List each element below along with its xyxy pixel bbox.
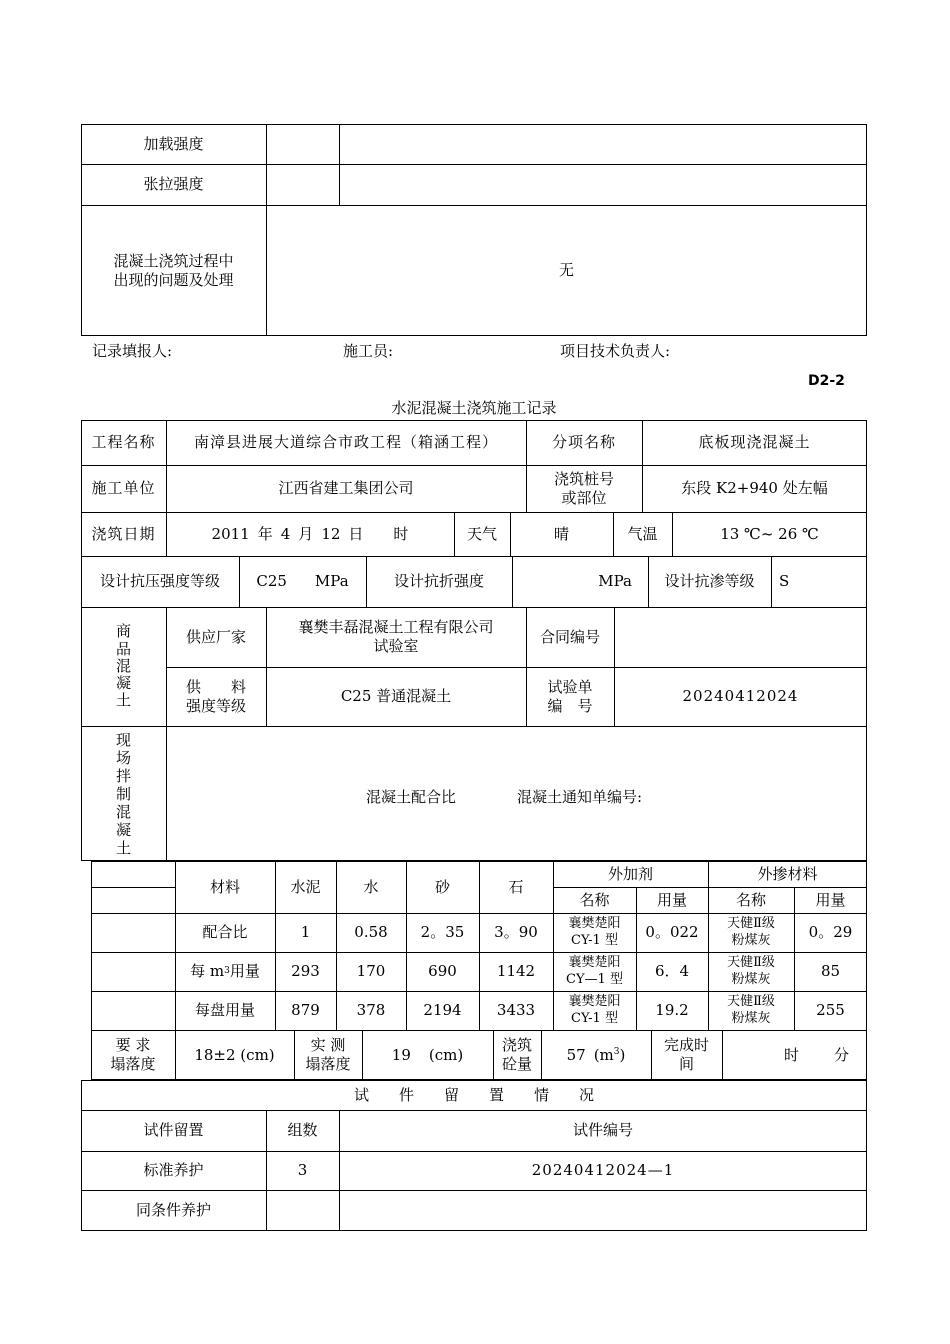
side-char: 场 bbox=[115, 748, 131, 767]
same-condition-curing-number bbox=[339, 1190, 867, 1231]
measured-slump-line2: 塌落度 bbox=[305, 1055, 351, 1073]
admixture-name-line2: CY-1 型 bbox=[571, 932, 618, 948]
test-label-line1: 试验单 bbox=[547, 677, 593, 696]
admixture-name-line1: 襄樊楚阳 bbox=[568, 993, 621, 1009]
notice-number-label: 混凝土通知单编号: bbox=[517, 788, 643, 806]
additive-name-line1: 天健Ⅱ级 bbox=[727, 993, 775, 1009]
pour-volume-unit-tail: ) bbox=[619, 1045, 626, 1064]
pile-label bbox=[526, 465, 642, 512]
retention-header: 试件留置 bbox=[143, 1121, 204, 1140]
standard-curing-label: 标准养护 bbox=[143, 1161, 204, 1180]
header-sand: 砂 bbox=[434, 877, 450, 896]
grade-value: C25 普通混凝土 bbox=[340, 687, 452, 706]
grade-label bbox=[166, 667, 266, 726]
header-additive-amount: 用量 bbox=[815, 890, 846, 909]
header-stone: 石 bbox=[508, 877, 524, 896]
cell-admixture-amount: 0。022 bbox=[645, 923, 699, 942]
cell-additive-name bbox=[708, 952, 794, 991]
weather-label: 天气 bbox=[466, 524, 497, 543]
row-label-sup: 3 bbox=[224, 965, 230, 976]
header-admixture-amount: 用量 bbox=[656, 890, 687, 909]
cell-sand: 690 bbox=[428, 962, 457, 981]
groups-header: 组数 bbox=[287, 1121, 318, 1140]
admixture-name-line2: CY—1 型 bbox=[566, 971, 623, 987]
row-label-text: 每 m bbox=[190, 962, 225, 981]
row-label-tail: 用量 bbox=[229, 962, 260, 981]
measured-slump-value bbox=[362, 1030, 493, 1080]
same-condition-curing-groups bbox=[266, 1190, 339, 1231]
measured-slump-label bbox=[294, 1030, 362, 1080]
weather-value: 晴 bbox=[553, 524, 569, 543]
side-char: 品 bbox=[115, 639, 131, 658]
cell-additive-name bbox=[708, 913, 794, 952]
header-admixture-name: 名称 bbox=[579, 890, 610, 909]
finish-minute-unit: 分 bbox=[834, 1045, 850, 1064]
compressive-unit: MPa bbox=[314, 572, 349, 591]
cell-water: 378 bbox=[356, 1001, 386, 1020]
specimens-title: 试 件 留 置 情 况 bbox=[353, 1085, 594, 1104]
date-year-unit: 年 bbox=[257, 524, 273, 543]
row-label bbox=[175, 952, 275, 991]
supplier-label: 供应厂家 bbox=[185, 627, 246, 646]
side-char: 土 bbox=[115, 691, 131, 710]
additive-name-line1: 天健Ⅱ级 bbox=[727, 954, 775, 970]
temperature-label: 气温 bbox=[627, 524, 658, 543]
cell-additive-amount: 255 bbox=[816, 1001, 845, 1020]
pour-volume-number: 57 bbox=[566, 1045, 586, 1064]
side-char: 商 bbox=[115, 622, 131, 641]
supplier-value bbox=[266, 607, 526, 667]
divider bbox=[81, 726, 867, 727]
cell-admixture-name bbox=[553, 952, 636, 991]
seepage-label: 设计抗渗等级 bbox=[664, 572, 755, 591]
onsite-side-label bbox=[81, 726, 166, 861]
flexural-unit: MPa bbox=[598, 572, 632, 591]
compressive-value bbox=[239, 556, 366, 607]
cell-additive-name bbox=[708, 991, 794, 1030]
date-day: 12 bbox=[321, 524, 341, 543]
side-char: 拌 bbox=[115, 766, 131, 785]
finish-time-line1: 完成时 bbox=[663, 1036, 709, 1055]
compressive-grade: C25 bbox=[256, 572, 287, 591]
side-char: 混 bbox=[115, 656, 131, 675]
recorder-signature: 记录填报人: bbox=[92, 342, 173, 360]
problems-label-line1: 混凝土浇筑过程中 bbox=[113, 251, 234, 270]
divider bbox=[91, 887, 175, 888]
side-char: 制 bbox=[115, 784, 131, 803]
admixture-name-line1: 襄樊楚阳 bbox=[568, 954, 621, 970]
supplier-line2: 试验室 bbox=[373, 637, 419, 655]
grade-label-line1: 供 料 bbox=[185, 677, 246, 696]
side-char: 凝 bbox=[115, 674, 131, 693]
pour-volume-unit bbox=[594, 1046, 626, 1065]
pour-volume-unit-text: (m bbox=[593, 1045, 614, 1064]
pour-volume-line2: 砼量 bbox=[501, 1055, 532, 1073]
commercial-side-label bbox=[81, 607, 166, 726]
additive-name-line2: 粉煤灰 bbox=[731, 1010, 771, 1026]
date-value bbox=[166, 512, 454, 556]
row-label: 每盘用量 bbox=[194, 1001, 255, 1020]
header-additive-name: 名称 bbox=[735, 890, 766, 909]
cell-admixture-name bbox=[553, 913, 636, 952]
pile-value: 东段 K2+940 处左幅 bbox=[681, 479, 828, 498]
temperature-value: 13 ℃~ 26 ℃ bbox=[720, 524, 819, 543]
cell-stone: 3433 bbox=[496, 1001, 536, 1020]
cell-water: 0.58 bbox=[354, 923, 388, 942]
grade-label-line2: 强度等级 bbox=[185, 696, 246, 715]
admixture-name-line1: 襄樊楚阳 bbox=[568, 915, 621, 931]
document-title: 水泥混凝土浇筑施工记录 bbox=[391, 398, 557, 417]
header-admixture: 外加剂 bbox=[607, 864, 653, 883]
load-strength-label: 加载强度 bbox=[143, 135, 204, 154]
project-name-value: 南漳县进展大道综合市政工程（箱涵工程） bbox=[193, 433, 498, 452]
contractor-value: 江西省建工集团公司 bbox=[278, 479, 414, 498]
admixture-name-line2: CY-1 型 bbox=[571, 1010, 618, 1026]
side-char: 凝 bbox=[115, 820, 131, 839]
date-day-unit: 日 bbox=[348, 524, 364, 543]
side-char: 土 bbox=[115, 838, 131, 857]
date-time-unit: 时 bbox=[393, 524, 409, 543]
sub-item-label: 分项名称 bbox=[551, 433, 616, 452]
tension-strength-label: 张拉强度 bbox=[143, 175, 204, 194]
flexural-label: 设计抗折强度 bbox=[393, 572, 484, 591]
measured-slump-unit: (cm) bbox=[428, 1045, 464, 1064]
required-slump-value: 18±2 (cm) bbox=[194, 1045, 275, 1064]
test-label bbox=[526, 667, 614, 726]
same-condition-curing-label: 同条件养护 bbox=[135, 1201, 211, 1220]
header-material: 材料 bbox=[209, 877, 240, 896]
pour-volume-label bbox=[493, 1030, 541, 1080]
measured-slump-line1: 实 测 bbox=[310, 1036, 346, 1055]
cell-cement: 1 bbox=[300, 923, 311, 942]
required-slump-line1: 要 求 bbox=[115, 1036, 151, 1055]
header-additive: 外掺材料 bbox=[757, 864, 818, 883]
side-char: 现 bbox=[115, 730, 131, 749]
contract-label: 合同编号 bbox=[539, 627, 600, 646]
pour-volume-unit-sup: 3 bbox=[613, 1046, 620, 1057]
standard-curing-number: 20240412024—1 bbox=[531, 1161, 675, 1180]
cell-additive-amount: 85 bbox=[820, 962, 841, 981]
date-label: 浇筑日期 bbox=[91, 524, 156, 543]
row-label: 配合比 bbox=[202, 923, 248, 942]
sub-item-value: 底板现浇混凝土 bbox=[698, 433, 811, 452]
date-month-unit: 月 bbox=[298, 524, 314, 543]
required-slump-line2: 塌落度 bbox=[110, 1055, 156, 1073]
finish-time-line2: 间 bbox=[678, 1055, 694, 1073]
date-month: 4 bbox=[280, 524, 291, 543]
finish-time-label bbox=[651, 1030, 722, 1080]
header-water: 水 bbox=[363, 877, 379, 896]
tech-lead-signature: 项目技术负责人: bbox=[560, 342, 671, 360]
side-char: 混 bbox=[115, 802, 131, 821]
divider bbox=[339, 124, 340, 205]
header-cement: 水泥 bbox=[290, 877, 321, 896]
cell-admixture-name bbox=[553, 991, 636, 1030]
compressive-label: 设计抗压强度等级 bbox=[99, 572, 220, 591]
cell-water: 170 bbox=[356, 962, 386, 981]
cell-cement: 293 bbox=[291, 962, 320, 981]
date-year: 2011 bbox=[211, 524, 250, 543]
finish-hour-unit: 时 bbox=[784, 1045, 800, 1064]
document-code: D2-2 bbox=[808, 373, 845, 389]
measured-slump-number: 19 bbox=[391, 1045, 411, 1064]
problems-value: 无 bbox=[558, 261, 574, 280]
additive-name-line2: 粉煤灰 bbox=[731, 932, 771, 948]
cell-stone: 3。90 bbox=[494, 923, 538, 942]
pile-label-line1: 浇筑桩号 bbox=[553, 469, 614, 488]
problems-label bbox=[81, 205, 266, 336]
additive-name-line2: 粉煤灰 bbox=[731, 971, 771, 987]
pour-volume-line1: 浇筑 bbox=[501, 1036, 532, 1055]
pile-label-line2: 或部位 bbox=[561, 488, 607, 507]
seepage-value: S bbox=[779, 572, 790, 591]
standard-curing-groups: 3 bbox=[297, 1161, 308, 1180]
additive-name-line1: 天健Ⅱ级 bbox=[727, 915, 775, 931]
worker-signature: 施工员: bbox=[343, 342, 394, 360]
cell-sand: 2194 bbox=[423, 1001, 462, 1020]
supplier-line1: 襄樊丰磊混凝土工程有限公司 bbox=[298, 618, 494, 637]
cell-additive-amount: 0。29 bbox=[808, 923, 853, 942]
pour-volume-value bbox=[541, 1030, 651, 1080]
cell-stone: 1142 bbox=[496, 962, 536, 981]
mix-ratio-label: 混凝土配合比 bbox=[366, 788, 457, 806]
cell-admixture-amount: 6．4 bbox=[654, 962, 690, 981]
test-label-line2: 编 号 bbox=[547, 696, 593, 715]
finish-time-value bbox=[722, 1030, 867, 1080]
cell-cement: 879 bbox=[291, 1001, 320, 1020]
cell-admixture-amount: 19.2 bbox=[655, 1001, 689, 1020]
specimen-number-header: 试件编号 bbox=[572, 1121, 633, 1140]
cell-sand: 2。35 bbox=[420, 923, 465, 942]
project-name-label: 工程名称 bbox=[91, 433, 156, 452]
contractor-label: 施工单位 bbox=[91, 479, 156, 498]
test-value: 20240412024 bbox=[682, 687, 799, 706]
required-slump-label bbox=[91, 1030, 175, 1080]
problems-label-line2: 出现的问题及处理 bbox=[113, 270, 234, 289]
